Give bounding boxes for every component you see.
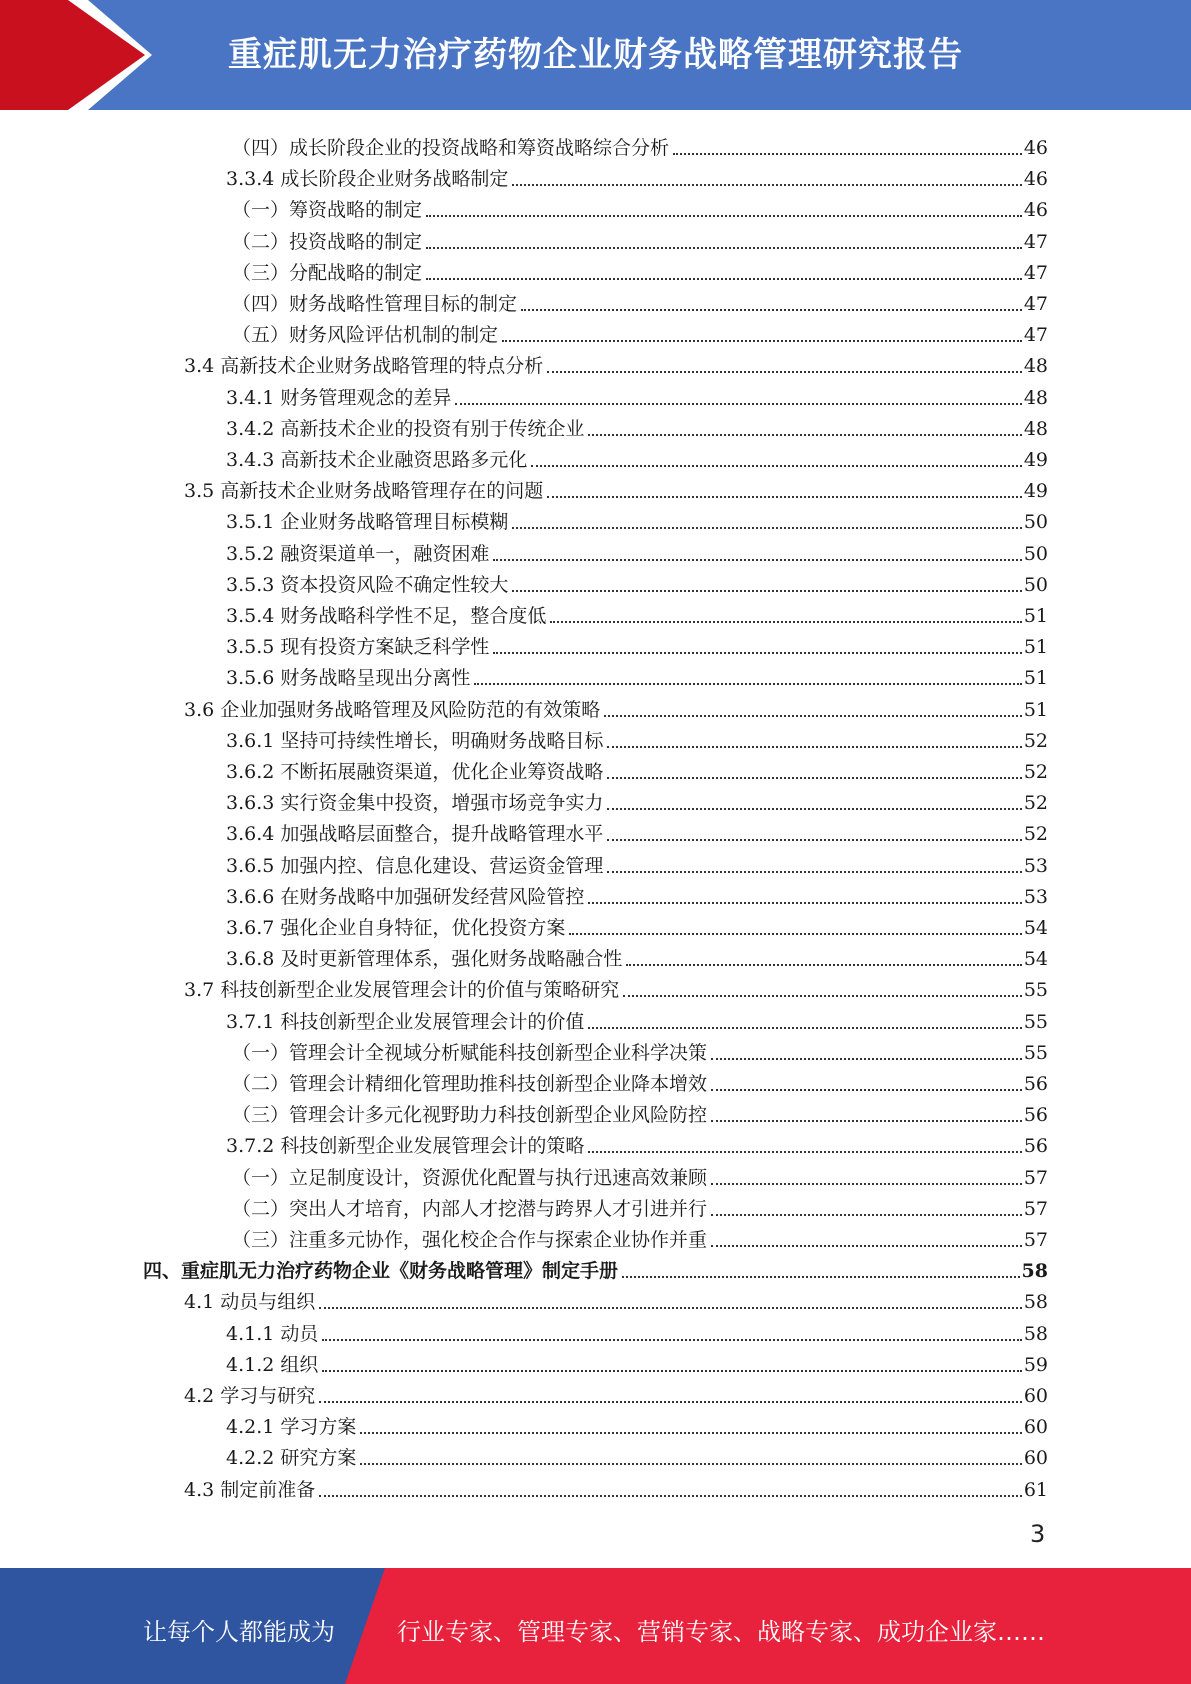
toc-entry-page: 57 <box>1023 1166 1048 1189</box>
toc-entry-label: 3.6.4 加强战略层面整合，提升战略管理水平 <box>226 823 604 846</box>
toc-entry-label: 四、重症肌无力治疗药物企业《财务战略管理》制定手册 <box>143 1260 619 1283</box>
toc-entry[interactable] <box>184 346 1048 377</box>
toc-entry[interactable] <box>226 409 1048 440</box>
toc-entry[interactable] <box>143 1251 1048 1282</box>
toc-entry-page: 51 <box>1023 698 1048 721</box>
toc-entry-page: 55 <box>1023 979 1048 1002</box>
toc-entry-page: 58 <box>1021 1260 1048 1283</box>
toc-entry-page: 47 <box>1023 261 1048 284</box>
toc-entry-label: 4.3 制定前准备 <box>184 1478 316 1501</box>
toc-entry-page: 54 <box>1023 948 1048 971</box>
toc-entry-page: 48 <box>1023 355 1048 378</box>
toc-entry[interactable] <box>226 596 1048 627</box>
toc-dot-leader <box>588 434 1021 436</box>
toc-entry-label: （四）成长阶段企业的投资战略和筹资战略综合分析 <box>232 137 670 159</box>
toc-entry[interactable] <box>184 471 1048 502</box>
toc-entry-page: 48 <box>1023 417 1048 440</box>
toc-entry-page: 47 <box>1023 324 1048 347</box>
toc-dot-leader <box>711 1120 1022 1122</box>
toc-dot-leader <box>319 1401 1022 1403</box>
toc-dot-leader <box>493 559 1021 561</box>
toc-dot-leader <box>550 621 1021 623</box>
toc-entry-label: （四）财务战略性管理目标的制定 <box>232 293 518 315</box>
toc-entry-page: 55 <box>1023 1010 1048 1033</box>
toc-entry-page: 47 <box>1023 293 1048 315</box>
toc-dot-leader <box>502 340 1022 342</box>
toc-entry-page: 49 <box>1023 449 1048 471</box>
toc-dot-leader <box>426 215 1022 217</box>
toc-entry[interactable] <box>226 1126 1048 1157</box>
toc-dot-leader <box>622 1276 1020 1278</box>
toc-entry[interactable] <box>226 814 1048 845</box>
toc-entry-page: 50 <box>1023 511 1048 534</box>
toc-entry[interactable] <box>226 159 1048 190</box>
toc-entry-label: 3.6.6 在财务战略中加强研发经营风险管控 <box>226 885 585 908</box>
toc-entry-label: 4.2.2 研究方案 <box>226 1447 357 1470</box>
toc-entry-page: 58 <box>1023 1291 1048 1314</box>
toc-entry-page: 55 <box>1023 1041 1048 1064</box>
toc-dot-leader <box>426 278 1022 280</box>
toc-dot-leader <box>673 153 1022 155</box>
toc-entry-page: 52 <box>1023 792 1048 815</box>
toc-entry-label: 4.1.1 动员 <box>226 1322 319 1345</box>
toc-entry[interactable] <box>232 284 1048 315</box>
toc-dot-leader <box>547 371 1022 373</box>
toc-entry-page: 46 <box>1023 199 1048 222</box>
toc-entry[interactable] <box>232 315 1048 346</box>
toc-dot-leader <box>607 871 1021 873</box>
toc-entry-label: 3.4 高新技术企业财务战略管理的特点分析 <box>184 355 544 378</box>
toc-entry-label: 3.3.4 成长阶段企业财务战略制定 <box>226 168 509 191</box>
toc-dot-leader <box>493 652 1021 654</box>
toc-entry-label: （一）立足制度设计，资源优化配置与执行迅速高效兼顾 <box>232 1166 708 1189</box>
toc-dot-leader <box>547 496 1022 498</box>
toc-entry[interactable] <box>226 378 1048 409</box>
toc-entry[interactable] <box>226 752 1048 783</box>
toc-dot-leader <box>455 403 1021 405</box>
toc-entry-label: 4.2 学习与研究 <box>184 1385 316 1407</box>
toc-entry[interactable] <box>226 502 1048 533</box>
toc-entry-page: 49 <box>1023 480 1048 503</box>
toc-entry-page: 52 <box>1023 729 1048 752</box>
toc-entry-label: 3.5 高新技术企业财务战略管理存在的问题 <box>184 480 544 503</box>
toc-entry[interactable] <box>232 1064 1048 1095</box>
toc-entry-page: 56 <box>1023 1135 1048 1158</box>
toc-entry-page: 56 <box>1023 1073 1048 1095</box>
toc-entry[interactable] <box>226 565 1048 596</box>
toc-entry-label: （一）管理会计全视域分析赋能科技创新型企业科学决策 <box>232 1041 708 1064</box>
toc-entry-page: 60 <box>1023 1385 1048 1407</box>
toc-entry-label: （三）注重多元协作，强化校企合作与探索企业协作并重 <box>232 1229 708 1251</box>
toc-entry[interactable] <box>226 627 1048 658</box>
toc-entry[interactable] <box>226 440 1048 471</box>
toc-entry-page: 52 <box>1023 761 1048 783</box>
toc-dot-leader <box>607 808 1021 810</box>
toc-entry-label: 3.6.2 不断拓展融资渠道，优化企业筹资战略 <box>226 761 604 783</box>
toc-entry[interactable] <box>184 1376 1048 1407</box>
toc-entry-label: 3.7 科技创新型企业发展管理会计的价值与策略研究 <box>184 979 620 1002</box>
toc-entry[interactable] <box>184 690 1048 721</box>
toc-entry-label: 3.6 企业加强财务战略管理及风险防范的有效策略 <box>184 698 601 721</box>
toc-entry-label: 4.2.1 学习方案 <box>226 1416 357 1439</box>
toc-entry-page: 58 <box>1023 1322 1048 1345</box>
toc-entry[interactable] <box>226 721 1048 752</box>
toc-dot-leader <box>512 184 1021 186</box>
toc-dot-leader <box>319 1495 1022 1497</box>
toc-dot-leader <box>623 995 1022 997</box>
toc-entry-page: 50 <box>1023 573 1048 596</box>
toc-entry-page: 50 <box>1023 542 1048 565</box>
toc-dot-leader <box>711 1214 1022 1216</box>
toc-entry-label: 4.1.2 组织 <box>226 1353 319 1376</box>
toc-entry[interactable] <box>184 1282 1048 1313</box>
toc-entry[interactable] <box>226 908 1048 939</box>
toc-dot-leader <box>474 683 1021 685</box>
toc-dot-leader <box>426 247 1022 249</box>
toc-entry[interactable] <box>226 1002 1048 1033</box>
toc-entry[interactable] <box>226 658 1048 689</box>
toc-dot-leader <box>588 902 1021 904</box>
toc-entry[interactable] <box>226 846 1048 877</box>
toc-entry[interactable] <box>232 1220 1048 1251</box>
toc-entry-label: 3.5.3 资本投资风险不确定性较大 <box>226 573 509 596</box>
toc-entry[interactable] <box>232 128 1048 159</box>
toc-entry-label: 3.6.3 实行资金集中投资，增强市场竞争实力 <box>226 792 604 815</box>
toc-entry-page: 54 <box>1023 917 1048 939</box>
footer-slogan-left: 让每个人都能成为 <box>143 1618 335 1646</box>
toc-dot-leader <box>521 309 1022 311</box>
toc-dot-leader <box>588 1027 1021 1029</box>
toc-dot-leader <box>607 777 1021 779</box>
toc-entry-page: 59 <box>1023 1353 1048 1376</box>
toc-entry-label: 3.7.1 科技创新型企业发展管理会计的价值 <box>226 1010 585 1033</box>
toc-dot-leader <box>588 1151 1021 1153</box>
toc-dot-leader <box>531 465 1021 467</box>
toc-entry[interactable] <box>184 970 1048 1001</box>
toc-dot-leader <box>569 933 1021 935</box>
toc-entry-page: 53 <box>1023 885 1048 908</box>
toc-entry-label: （二）突出人才培育，内部人才挖潜与跨界人才引进并行 <box>232 1197 708 1220</box>
toc-entry-page: 51 <box>1023 667 1048 690</box>
toc-dot-leader <box>626 964 1021 966</box>
toc-dot-leader <box>322 1370 1021 1372</box>
toc-entry[interactable] <box>226 1407 1048 1438</box>
page-number: 3 <box>1030 1520 1046 1548</box>
toc-entry[interactable] <box>232 222 1048 253</box>
toc-entry-label: （三）分配战略的制定 <box>232 261 423 284</box>
toc-entry-page: 47 <box>1023 230 1048 253</box>
toc-entry[interactable] <box>226 783 1048 814</box>
toc-entry-label: 4.1 动员与组织 <box>184 1291 316 1314</box>
toc-dot-leader <box>711 1089 1022 1091</box>
page-footer <box>0 1568 1191 1684</box>
toc-dot-leader <box>711 1058 1022 1060</box>
toc-dot-leader <box>512 590 1021 592</box>
toc-entry[interactable] <box>226 1438 1048 1469</box>
toc-entry-page: 53 <box>1023 854 1048 877</box>
toc-entry-label: 3.5.4 财务战略科学性不足，整合度低 <box>226 605 547 627</box>
toc-dot-leader <box>322 1339 1021 1341</box>
toc-dot-leader <box>711 1245 1022 1247</box>
toc-entry-page: 46 <box>1023 168 1048 191</box>
toc-entry-label: 3.4.3 高新技术企业融资思路多元化 <box>226 449 528 471</box>
toc-entry-label: 3.5.1 企业财务战略管理目标模糊 <box>226 511 509 534</box>
toc-dot-leader <box>604 715 1022 717</box>
footer-slogan-right: 行业专家、管理专家、营销专家、战略专家、成功企业家…… <box>397 1618 1045 1646</box>
toc-entry-label: （二）投资战略的制定 <box>232 230 423 253</box>
toc-entry-page: 61 <box>1023 1478 1048 1501</box>
toc-dot-leader <box>319 1307 1022 1309</box>
toc-entry-label: 3.5.2 融资渠道单一，融资困难 <box>226 542 490 565</box>
toc-entry-page: 46 <box>1023 137 1048 159</box>
toc-entry-label: 3.4.2 高新技术企业的投资有别于传统企业 <box>226 417 585 440</box>
toc-dot-leader <box>607 746 1021 748</box>
toc-entry-label: 3.6.5 加强内控、信息化建设、营运资金管理 <box>226 854 604 877</box>
toc-entry-label: 3.6.8 及时更新管理体系，强化财务战略融合性 <box>226 948 623 971</box>
toc-entry-label: （二）管理会计精细化管理助推科技创新型企业降本增效 <box>232 1073 708 1095</box>
toc-entry-page: 51 <box>1023 605 1048 627</box>
toc-dot-leader <box>512 527 1021 529</box>
toc-entry[interactable] <box>226 534 1048 565</box>
toc-entry-label: （一）筹资战略的制定 <box>232 199 423 222</box>
toc-entry[interactable] <box>184 1470 1048 1501</box>
toc-entry-page: 60 <box>1023 1416 1048 1439</box>
toc-entry[interactable] <box>226 1345 1048 1376</box>
toc-entry-label: 3.5.5 现有投资方案缺乏科学性 <box>226 636 490 659</box>
toc-entry-label: （五）财务风险评估机制的制定 <box>232 324 499 347</box>
toc-entry[interactable] <box>232 190 1048 221</box>
toc-entry-page: 48 <box>1023 386 1048 409</box>
toc-dot-leader <box>711 1183 1022 1185</box>
toc-entry-page: 57 <box>1023 1197 1048 1220</box>
toc-entry-page: 56 <box>1023 1104 1048 1127</box>
toc-entry-label: 3.6.7 强化企业自身特征，优化投资方案 <box>226 917 566 939</box>
report-title: 重症肌无力治疗药物企业财务战略管理研究报告 <box>228 35 963 75</box>
toc-entry[interactable] <box>232 253 1048 284</box>
toc-entry[interactable] <box>226 877 1048 908</box>
toc-entry-label: 3.5.6 财务战略呈现出分离性 <box>226 667 471 690</box>
toc-entry-page: 57 <box>1023 1229 1048 1251</box>
toc-entry-page: 60 <box>1023 1447 1048 1470</box>
toc-entry-label: （三）管理会计多元化视野助力科技创新型企业风险防控 <box>232 1104 708 1127</box>
toc-entry[interactable] <box>232 1033 1048 1064</box>
toc-entry[interactable] <box>232 1158 1048 1189</box>
toc-entry[interactable] <box>232 1189 1048 1220</box>
toc-entry-page: 52 <box>1023 823 1048 846</box>
toc-entry[interactable] <box>226 1314 1048 1345</box>
toc-dot-leader <box>607 839 1021 841</box>
toc-entry[interactable] <box>232 1095 1048 1126</box>
toc-entry-label: 3.6.1 坚持可持续性增长，明确财务战略目标 <box>226 729 604 752</box>
page-header <box>0 0 1191 110</box>
toc-entry-page: 51 <box>1023 636 1048 659</box>
toc-entry[interactable] <box>226 939 1048 970</box>
toc-dot-leader <box>360 1432 1021 1434</box>
toc-entry-label: 3.7.2 科技创新型企业发展管理会计的策略 <box>226 1135 585 1158</box>
toc-entry-label: 3.4.1 财务管理观念的差异 <box>226 386 452 409</box>
toc-dot-leader <box>360 1463 1021 1465</box>
